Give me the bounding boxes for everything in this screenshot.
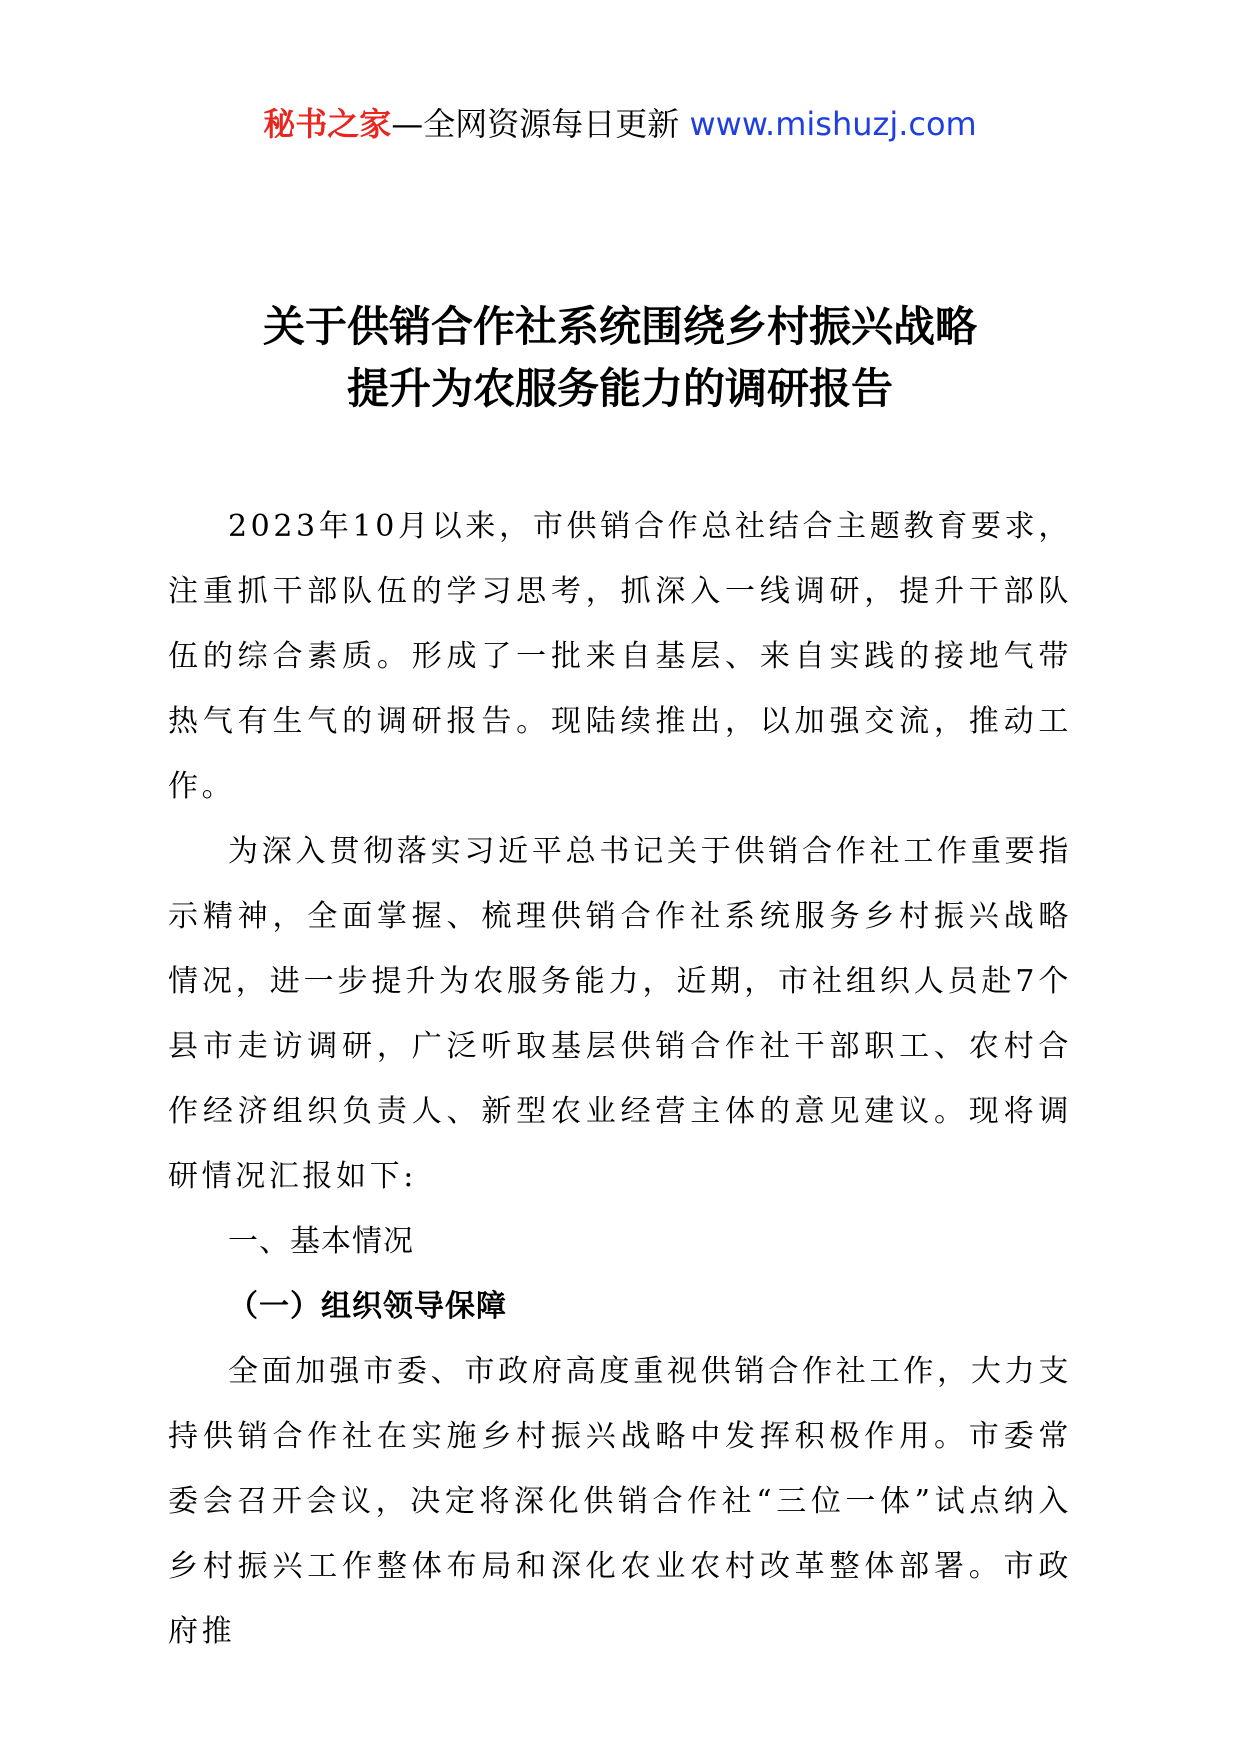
document-body [168, 494, 1072, 1664]
document-title [0, 296, 1240, 420]
site-brand: 秘书之家 [263, 105, 392, 143]
site-url-link[interactable]: www.mishuzj.com [689, 105, 977, 143]
title-line-1: 关于供销合作社系统围绕乡村振兴战略 [262, 302, 977, 351]
purpose-paragraph: 为深入贯彻落实习近平总书记关于供销合作社工作重要指示精神，全面掌握、梳理供销合作社系统服务乡村振兴战略情况，进一步提升为农服务能力，近期，市社组织人员赴7个县市走访调研，广泛听取基层供销合作社干部职工、农村合作经济组织负责人、新型农业经营主体的意见建议。现将调研情况汇报如下: [168, 834, 1072, 1194]
header-dash: — [391, 105, 424, 143]
site-header [0, 100, 1240, 148]
title-line-2: 提升为农服务能力的调研报告 [346, 364, 893, 413]
intro-paragraph: 2023年10月以来，市供销合作总社结合主题教育要求，注重抓干部队伍的学习思考，抓深入一线调研，提升干部队伍的综合素质。形成了一批来自基层、来自实践的接地气带热气有生气的调研报告。现陆续推出，以加强交流，推动工作。 [168, 509, 1072, 804]
section-heading-1: 一、基本情况 [228, 1224, 414, 1259]
organization-paragraph: 全面加强市委、市政府高度重视供销合作社工作，大力支持供销合作社在实施乡村振兴战略中发挥积极作用。市委常委会召开会议，决定将深化供销合作社“三位一体”试点纳入乡村振兴工作整体布局和深化农业农村改革整体部署。市政府推 [168, 1354, 1072, 1649]
subsection-heading-1: （一）组织领导保障 [228, 1289, 507, 1324]
site-slogan: 全网资源每日更新 [423, 105, 690, 143]
